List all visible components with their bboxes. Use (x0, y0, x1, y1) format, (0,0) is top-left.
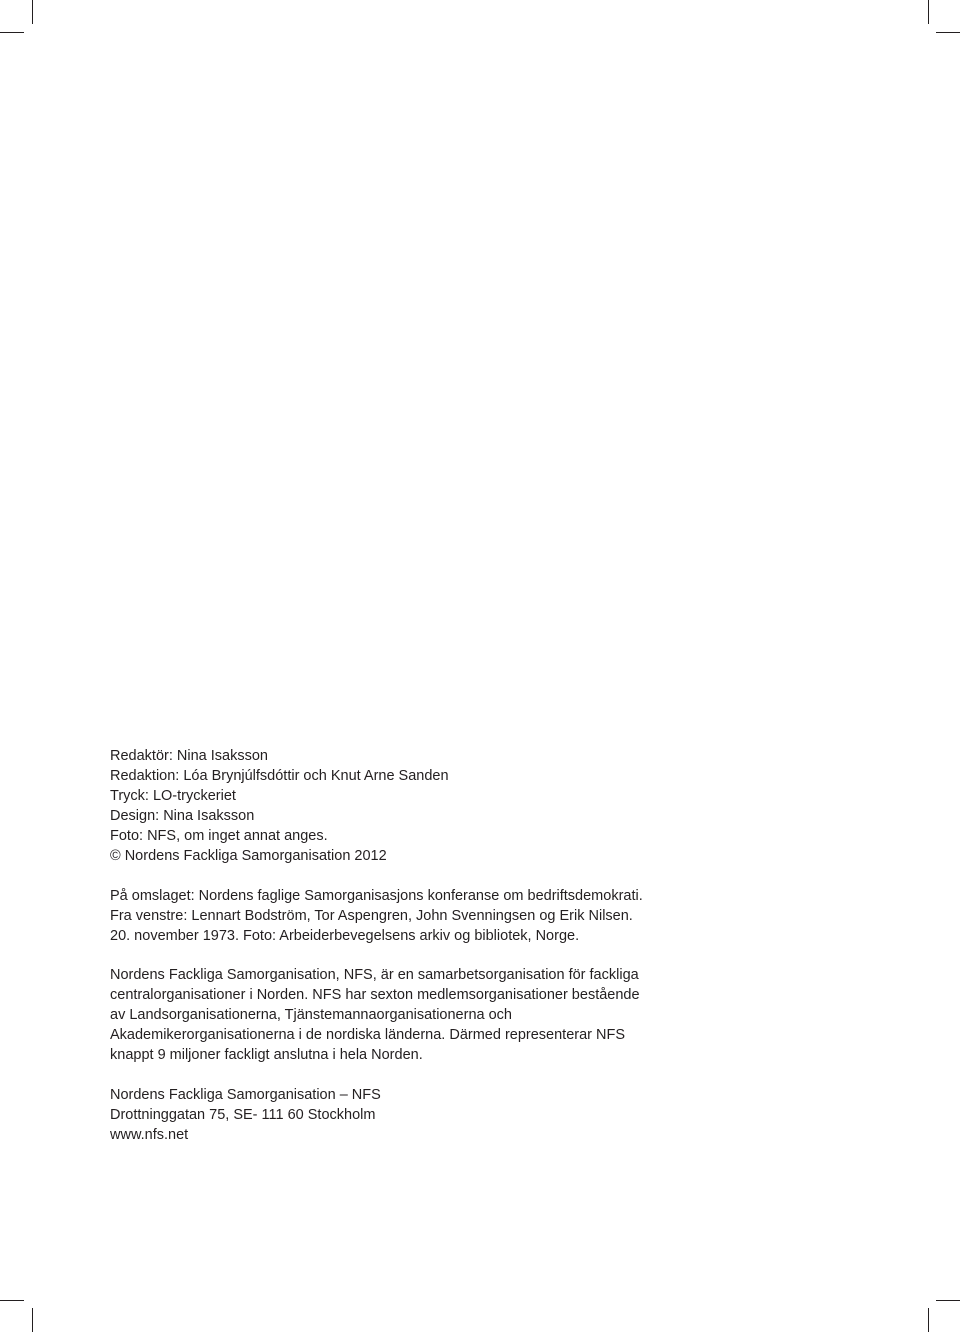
cover-caption-line: Fra venstre: Lennart Bodström, Tor Aspengren, John Svenningsen og Erik Nilsen. (110, 908, 633, 924)
crop-mark-bottom-right-h (936, 1300, 960, 1301)
crop-mark-bottom-left (32, 1308, 33, 1332)
crop-mark-bottom-left-h (0, 1300, 24, 1301)
credit-editorial: Redaktion: Lóa Brynjúlfsdóttir och Knut Arne Sanden (110, 768, 449, 784)
about-line: av Landsorganisationerna, Tjänstemannaorganisationerna och (110, 1007, 512, 1023)
credit-photo: Foto: NFS, om inget annat anges. (110, 828, 328, 844)
website-link[interactable]: www.nfs.net (110, 1127, 189, 1143)
crop-mark-top-left (32, 0, 33, 24)
about-line: Nordens Fackliga Samorganisation, NFS, är en samarbetsorganisation för fackliga (110, 967, 639, 983)
contact-block (110, 1085, 710, 1145)
about-nfs-block (110, 965, 710, 1065)
crop-mark-bottom-right (928, 1308, 929, 1332)
organization-name: Nordens Fackliga Samorganisation – NFS (110, 1087, 381, 1103)
cover-caption-line: På omslaget: Nordens faglige Samorganisasjons konferanse om bedriftsdemokrati. (110, 888, 643, 904)
credit-editor: Redaktör: Nina Isaksson (110, 748, 268, 764)
about-line: Akademikerorganisationerna i de nordiska länderna. Därmed representerar NFS (110, 1027, 626, 1043)
colophon (110, 746, 710, 1145)
credits-block (110, 746, 710, 866)
postal-address: Drottninggatan 75, SE- 111 60 Stockholm (110, 1107, 376, 1123)
about-line: centralorganisationer i Norden. NFS har sexton medlemsorganisationer bestående (110, 987, 640, 1003)
copyright-notice: © Nordens Fackliga Samorganisation 2012 (110, 848, 387, 864)
cover-caption-line: 20. november 1973. Foto: Arbeiderbevegelsens arkiv og bibliotek, Norge. (110, 928, 580, 944)
credit-design: Design: Nina Isaksson (110, 808, 255, 824)
about-line: knappt 9 miljoner fackligt anslutna i hela Norden. (110, 1047, 423, 1063)
crop-mark-top-right-h (936, 32, 960, 33)
crop-mark-top-left-h (0, 32, 24, 33)
cover-caption-block (110, 886, 710, 946)
credit-print: Tryck: LO-tryckeriet (110, 788, 236, 804)
crop-mark-top-right (928, 0, 929, 24)
